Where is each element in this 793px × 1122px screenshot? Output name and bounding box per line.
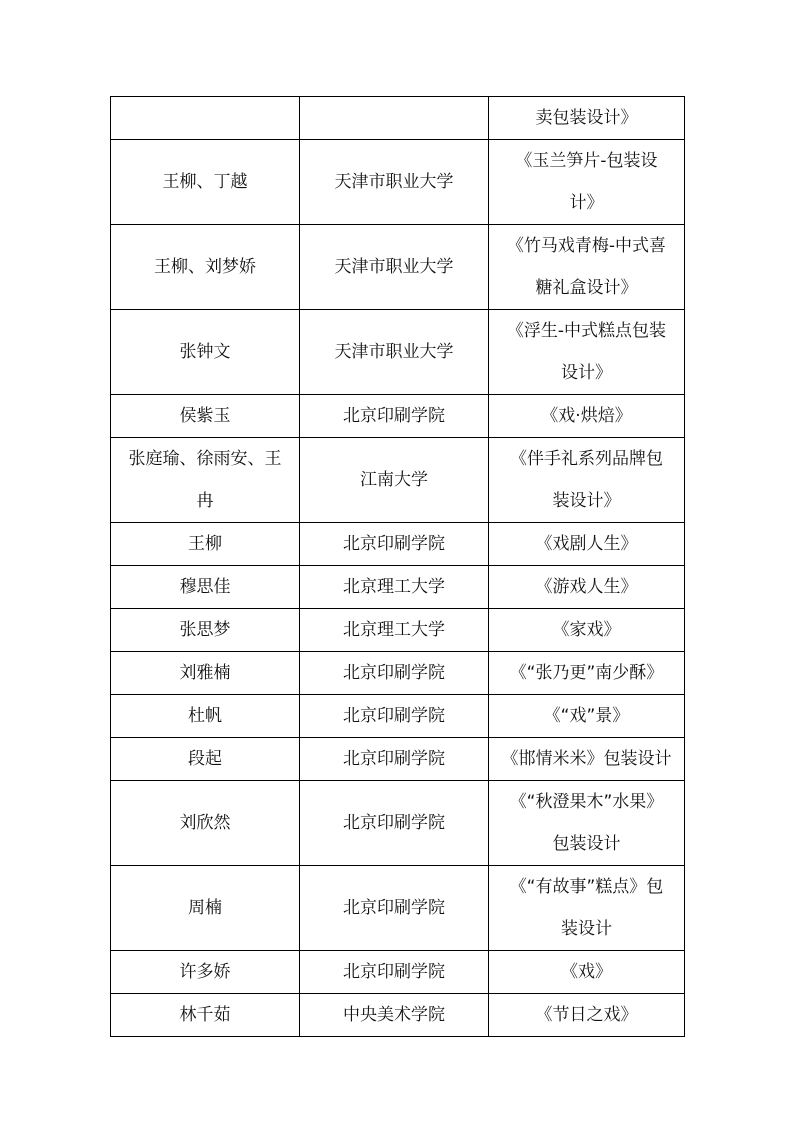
cell-author xyxy=(111,97,300,140)
cell-author xyxy=(111,738,300,781)
author-text-line: 王柳、刘梦娇 xyxy=(154,257,256,277)
author-text-line: 杜帆 xyxy=(188,706,222,726)
author-text-line: 林千茹 xyxy=(179,1005,231,1025)
school-text-line: 北京印刷学院 xyxy=(343,663,445,683)
cell-author xyxy=(111,609,300,652)
work-text-line: 《节日之戏》 xyxy=(535,1005,638,1025)
author-text-line: 张思梦 xyxy=(179,620,231,640)
work-text-line: 卖包装设计》 xyxy=(535,108,638,128)
cell-author xyxy=(111,225,300,310)
school-text-line: 北京印刷学院 xyxy=(343,534,445,554)
work-text-line: 《“秋澄果木”水果》 xyxy=(509,792,664,812)
cell-school xyxy=(300,609,489,652)
cell-school xyxy=(300,395,489,438)
cell-school xyxy=(300,523,489,566)
table-row xyxy=(111,951,685,994)
cell-author xyxy=(111,994,300,1037)
cell-work xyxy=(489,866,685,951)
awards-table xyxy=(110,96,685,1037)
work-text-line: 设计》 xyxy=(561,363,612,383)
cell-school xyxy=(300,738,489,781)
work-text-line: 装设计》 xyxy=(552,491,621,511)
author-text-line: 王柳、丁越 xyxy=(162,172,248,192)
work-text-line: 《戏·烘焙》 xyxy=(541,406,632,426)
cell-school xyxy=(300,866,489,951)
table-row xyxy=(111,395,685,438)
work-text-line: 《家戏》 xyxy=(552,620,621,640)
cell-work xyxy=(489,310,685,395)
cell-school xyxy=(300,97,489,140)
cell-author xyxy=(111,866,300,951)
author-text-line: 侯紫玉 xyxy=(179,406,231,426)
cell-author xyxy=(111,140,300,225)
cell-work xyxy=(489,395,685,438)
work-text-line: 《“张乃更”南少酥》 xyxy=(509,663,664,683)
school-text-line: 北京印刷学院 xyxy=(343,706,445,726)
work-text-line: 《“戏”景》 xyxy=(543,706,630,726)
author-text-line: 周楠 xyxy=(188,898,222,918)
school-text-line: 中央美术学院 xyxy=(343,1005,445,1025)
school-text-line: 北京印刷学院 xyxy=(343,406,445,426)
table-row xyxy=(111,994,685,1037)
school-text-line: 北京理工大学 xyxy=(343,577,445,597)
work-text-line: 包装设计 xyxy=(552,834,621,854)
awards-table-body xyxy=(111,97,685,1037)
cell-work xyxy=(489,738,685,781)
work-text-line: 计》 xyxy=(569,193,604,213)
cell-school xyxy=(300,781,489,866)
cell-author xyxy=(111,652,300,695)
work-text-line: 《戏》 xyxy=(561,962,612,982)
cell-work xyxy=(489,566,685,609)
cell-work xyxy=(489,652,685,695)
table-row xyxy=(111,695,685,738)
author-text-line: 冉 xyxy=(196,491,214,511)
cell-school xyxy=(300,140,489,225)
cell-school xyxy=(300,652,489,695)
cell-author xyxy=(111,781,300,866)
table-row xyxy=(111,609,685,652)
cell-work xyxy=(489,225,685,310)
work-text-line: 《邯情米米》包装设计 xyxy=(501,749,672,769)
cell-school xyxy=(300,566,489,609)
cell-author xyxy=(111,438,300,523)
cell-work xyxy=(489,609,685,652)
table-row xyxy=(111,652,685,695)
cell-author xyxy=(111,566,300,609)
work-text-line: 《戏剧人生》 xyxy=(535,534,638,554)
school-text-line: 天津市职业大学 xyxy=(334,172,454,192)
cell-school xyxy=(300,951,489,994)
cell-author xyxy=(111,395,300,438)
school-text-line: 北京印刷学院 xyxy=(343,962,445,982)
cell-school xyxy=(300,225,489,310)
cell-work xyxy=(489,695,685,738)
work-text-line: 《“有故事”糕点》包 xyxy=(509,877,664,897)
table-row xyxy=(111,225,685,310)
work-text-line: 《竹马戏青梅-中式喜 xyxy=(506,236,667,256)
school-text-line: 北京理工大学 xyxy=(343,620,445,640)
cell-work xyxy=(489,781,685,866)
cell-work xyxy=(489,97,685,140)
work-text-line: 糖礼盒设计》 xyxy=(535,278,638,298)
cell-work xyxy=(489,951,685,994)
work-text-line: 装设计 xyxy=(561,919,612,939)
school-text-line: 江南大学 xyxy=(360,470,428,490)
cell-author xyxy=(111,310,300,395)
work-text-line: 《伴手礼系列品牌包 xyxy=(510,449,663,469)
cell-work xyxy=(489,140,685,225)
cell-work xyxy=(489,994,685,1037)
school-text-line: 北京印刷学院 xyxy=(343,813,445,833)
table-row xyxy=(111,97,685,140)
school-text-line: 北京印刷学院 xyxy=(343,898,445,918)
author-text-line: 刘雅楠 xyxy=(179,663,231,683)
author-text-line: 许多娇 xyxy=(179,962,231,982)
table-row xyxy=(111,310,685,395)
author-text-line: 段起 xyxy=(188,749,222,769)
author-text-line: 穆思佳 xyxy=(179,577,231,597)
cell-school xyxy=(300,994,489,1037)
cell-school xyxy=(300,438,489,523)
work-text-line: 《浮生-中式糕点包装 xyxy=(506,321,667,341)
cell-author xyxy=(111,523,300,566)
author-text-line: 张庭瑜、徐雨安、王 xyxy=(128,449,282,469)
author-text-line: 刘欣然 xyxy=(179,813,231,833)
work-text-line: 《玉兰笋片-包装设 xyxy=(515,151,658,171)
cell-school xyxy=(300,695,489,738)
table-row xyxy=(111,866,685,951)
author-text-line: 王柳 xyxy=(188,534,222,554)
table-row xyxy=(111,140,685,225)
cell-work xyxy=(489,523,685,566)
author-text-line: 张钟文 xyxy=(179,342,231,362)
school-text-line: 北京印刷学院 xyxy=(343,749,445,769)
cell-school xyxy=(300,310,489,395)
cell-author xyxy=(111,695,300,738)
cell-author xyxy=(111,951,300,994)
school-text-line: 天津市职业大学 xyxy=(334,342,454,362)
table-row xyxy=(111,438,685,523)
work-text-line: 《游戏人生》 xyxy=(535,577,638,597)
table-row xyxy=(111,781,685,866)
table-row xyxy=(111,566,685,609)
cell-work xyxy=(489,438,685,523)
school-text-line: 天津市职业大学 xyxy=(334,257,454,277)
table-row xyxy=(111,738,685,781)
table-row xyxy=(111,523,685,566)
